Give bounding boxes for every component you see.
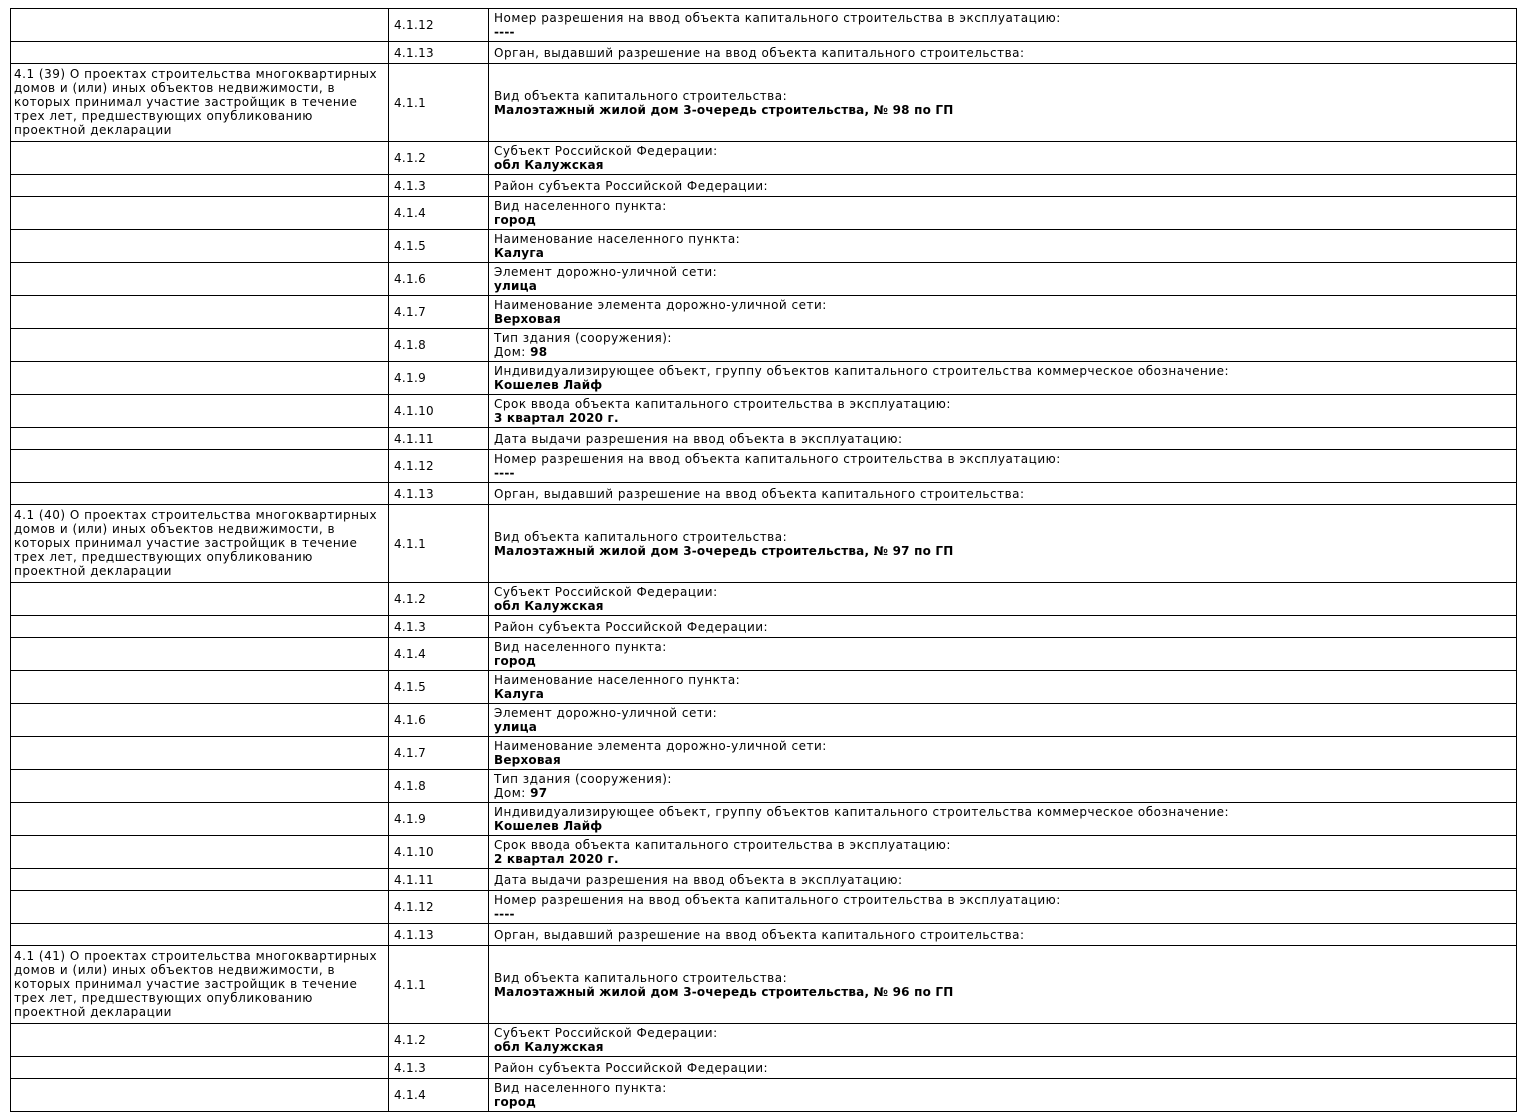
row-code: 4.1.3 — [389, 1057, 489, 1079]
left-spacer-cell — [11, 362, 389, 395]
left-spacer-cell — [11, 230, 389, 263]
row-content-cell — [489, 946, 1517, 1024]
field-label: Срок ввода объекта капитального строительства в эксплуатацию: — [494, 838, 951, 852]
row-content-cell — [489, 770, 1517, 803]
table-row — [11, 263, 1517, 296]
row-code: 4.1.10 — [389, 395, 489, 428]
table-row — [11, 175, 1517, 197]
field-value: Кошелев Лайф — [494, 819, 603, 833]
row-content-cell — [489, 616, 1517, 638]
field-label: Вид населенного пункта: — [494, 640, 667, 654]
left-spacer-cell — [11, 42, 389, 64]
field-value: ---- — [494, 466, 515, 480]
table-row — [11, 803, 1517, 836]
table-row — [11, 483, 1517, 505]
row-code: 4.1.12 — [389, 450, 489, 483]
table-row — [11, 395, 1517, 428]
row-content-cell — [489, 869, 1517, 891]
table-row — [11, 737, 1517, 770]
field-label: Наименование элемента дорожно-уличной сети: — [494, 298, 827, 312]
field-value: Верховая — [494, 753, 561, 767]
left-spacer-cell — [11, 704, 389, 737]
table-row — [11, 704, 1517, 737]
field-label: Орган, выдавший разрешение на ввод объекта капитального строительства: — [494, 486, 1025, 501]
field-value: город — [494, 1095, 537, 1109]
field-label: Субъект Российской Федерации: — [494, 585, 718, 599]
field-label: Субъект Российской Федерации: — [494, 144, 718, 158]
table-row — [11, 197, 1517, 230]
field-label: Тип здания (сооружения): — [494, 331, 672, 345]
field-label: Дата выдачи разрешения на ввод объекта в эксплуатацию: — [494, 431, 903, 446]
field-value: Верховая — [494, 312, 561, 326]
table-row — [11, 230, 1517, 263]
table-row — [11, 583, 1517, 616]
row-code: 4.1.13 — [389, 42, 489, 64]
field-value: обл Калужская — [494, 1040, 604, 1054]
row-content-cell — [489, 1079, 1517, 1112]
left-spacer-cell — [11, 197, 389, 230]
row-content-cell — [489, 505, 1517, 583]
row-content-cell — [489, 483, 1517, 505]
row-code: 4.1.3 — [389, 175, 489, 197]
row-content-cell — [489, 197, 1517, 230]
row-content-cell — [489, 803, 1517, 836]
left-spacer-cell — [11, 770, 389, 803]
field-label: Орган, выдавший разрешение на ввод объекта капитального строительства: — [494, 927, 1025, 942]
field-label: Орган, выдавший разрешение на ввод объекта капитального строительства: — [494, 45, 1025, 60]
row-content-cell — [489, 1057, 1517, 1079]
table-row — [11, 946, 1517, 1024]
table-row — [11, 924, 1517, 946]
field-label: Вид объекта капитального строительства: — [494, 88, 788, 103]
field-label: Субъект Российской Федерации: — [494, 1026, 718, 1040]
field-label: Район субъекта Российской Федерации: — [494, 1060, 769, 1075]
row-content-cell — [489, 924, 1517, 946]
row-code: 4.1.10 — [389, 836, 489, 869]
section-title-cell: 4.1 (41) О проектах строительства многоквартирных домов и (или) иных объектов недвижимости, в которых принимал участие застройщик в течение трех лет, предшествующих опубликованию проектной декларации — [11, 946, 389, 1024]
table-row — [11, 362, 1517, 395]
left-spacer-cell — [11, 737, 389, 770]
left-spacer-cell — [11, 836, 389, 869]
field-value-bold: 97 — [530, 786, 548, 800]
table-row — [11, 616, 1517, 638]
table-row — [11, 142, 1517, 175]
field-value: город — [494, 654, 537, 668]
table-row — [11, 296, 1517, 329]
table-row — [11, 450, 1517, 483]
table-row — [11, 9, 1517, 42]
left-spacer-cell — [11, 638, 389, 671]
field-label: Вид населенного пункта: — [494, 1081, 667, 1095]
table-row — [11, 1079, 1517, 1112]
left-spacer-cell — [11, 296, 389, 329]
row-code: 4.1.6 — [389, 704, 489, 737]
field-value — [494, 786, 1511, 800]
row-content-cell — [489, 263, 1517, 296]
field-label: Тип здания (сооружения): — [494, 772, 672, 786]
row-code: 4.1.1 — [389, 64, 489, 142]
field-label: Вид объекта капитального строительства: — [494, 529, 788, 544]
left-spacer-cell — [11, 329, 389, 362]
field-value: Малоэтажный жилой дом 3-очередь строительства, № 96 по ГП — [494, 984, 954, 999]
row-code: 4.1.7 — [389, 296, 489, 329]
field-label: Наименование населенного пункта: — [494, 673, 741, 687]
row-content-cell — [489, 428, 1517, 450]
field-value: город — [494, 213, 537, 227]
row-code: 4.1.4 — [389, 638, 489, 671]
row-code: 4.1.7 — [389, 737, 489, 770]
row-code: 4.1.9 — [389, 803, 489, 836]
left-spacer-cell — [11, 869, 389, 891]
field-label: Срок ввода объекта капитального строительства в эксплуатацию: — [494, 397, 951, 411]
left-spacer-cell — [11, 395, 389, 428]
row-content-cell — [489, 42, 1517, 64]
field-label: Вид населенного пункта: — [494, 199, 667, 213]
row-content-cell — [489, 1024, 1517, 1057]
field-value: 2 квартал 2020 г. — [494, 852, 619, 866]
section-title-cell: 4.1 (39) О проектах строительства многоквартирных домов и (или) иных объектов недвижимости, в которых принимал участие застройщик в течение трех лет, предшествующих опубликованию проектной декларации — [11, 64, 389, 142]
table-row — [11, 1057, 1517, 1079]
table-row — [11, 770, 1517, 803]
row-code: 4.1.2 — [389, 1024, 489, 1057]
field-value: Малоэтажный жилой дом 3-очередь строительства, № 97 по ГП — [494, 543, 954, 558]
row-code: 4.1.2 — [389, 583, 489, 616]
field-label: Наименование элемента дорожно-уличной сети: — [494, 739, 827, 753]
row-content-cell — [489, 704, 1517, 737]
field-label: Район субъекта Российской Федерации: — [494, 619, 769, 634]
row-content-cell — [489, 230, 1517, 263]
row-code: 4.1.6 — [389, 263, 489, 296]
field-label: Дата выдачи разрешения на ввод объекта в эксплуатацию: — [494, 872, 903, 887]
left-spacer-cell — [11, 1024, 389, 1057]
row-content-cell — [489, 836, 1517, 869]
table-row — [11, 428, 1517, 450]
table-row — [11, 891, 1517, 924]
left-spacer-cell — [11, 803, 389, 836]
field-value: Калуга — [494, 687, 545, 701]
row-content-cell — [489, 450, 1517, 483]
row-code: 4.1.4 — [389, 197, 489, 230]
field-value: ---- — [494, 25, 515, 39]
left-spacer-cell — [11, 428, 389, 450]
row-content-cell — [489, 737, 1517, 770]
table-row — [11, 671, 1517, 704]
row-code: 4.1.9 — [389, 362, 489, 395]
field-label: Элемент дорожно-уличной сети: — [494, 706, 718, 720]
field-value-bold: 98 — [530, 345, 548, 359]
row-code: 4.1.12 — [389, 9, 489, 42]
table-row — [11, 869, 1517, 891]
left-spacer-cell — [11, 263, 389, 296]
row-code: 4.1.4 — [389, 1079, 489, 1112]
field-label: Номер разрешения на ввод объекта капитального строительства в эксплуатацию: — [494, 893, 1061, 907]
field-label: Индивидуализирующее объект, группу объектов капитального строительства коммерческое обозначение: — [494, 805, 1230, 819]
table-body — [11, 9, 1517, 1112]
row-content-cell — [489, 329, 1517, 362]
left-spacer-cell — [11, 924, 389, 946]
field-label: Номер разрешения на ввод объекта капитального строительства в эксплуатацию: — [494, 452, 1061, 466]
row-content-cell — [489, 395, 1517, 428]
row-code: 4.1.11 — [389, 869, 489, 891]
row-code: 4.1.1 — [389, 946, 489, 1024]
field-value: улица — [494, 279, 538, 293]
left-spacer-cell — [11, 1057, 389, 1079]
field-value-prefix: Дом: — [494, 345, 531, 359]
field-value: улица — [494, 720, 538, 734]
field-label: Элемент дорожно-уличной сети: — [494, 265, 718, 279]
row-content-cell — [489, 296, 1517, 329]
row-content-cell — [489, 891, 1517, 924]
row-code: 4.1.5 — [389, 671, 489, 704]
row-code: 4.1.8 — [389, 770, 489, 803]
field-label: Район субъекта Российской Федерации: — [494, 178, 769, 193]
row-code: 4.1.3 — [389, 616, 489, 638]
row-code: 4.1.2 — [389, 142, 489, 175]
field-value: обл Калужская — [494, 599, 604, 613]
table-row — [11, 329, 1517, 362]
table-row — [11, 638, 1517, 671]
row-content-cell — [489, 362, 1517, 395]
table-row — [11, 1024, 1517, 1057]
field-value: обл Калужская — [494, 158, 604, 172]
left-spacer-cell — [11, 483, 389, 505]
row-code: 4.1.11 — [389, 428, 489, 450]
row-content-cell — [489, 671, 1517, 704]
left-spacer-cell — [11, 616, 389, 638]
row-content-cell — [489, 175, 1517, 197]
left-spacer-cell — [11, 671, 389, 704]
row-code: 4.1.8 — [389, 329, 489, 362]
row-content-cell — [489, 583, 1517, 616]
field-value: Кошелев Лайф — [494, 378, 603, 392]
field-value-prefix: Дом: — [494, 786, 531, 800]
left-spacer-cell — [11, 1079, 389, 1112]
field-label: Индивидуализирующее объект, группу объектов капитального строительства коммерческое обозначение: — [494, 364, 1230, 378]
field-value: Малоэтажный жилой дом 3-очередь строительства, № 98 по ГП — [494, 102, 954, 117]
table-row — [11, 836, 1517, 869]
table-row — [11, 505, 1517, 583]
row-content-cell — [489, 638, 1517, 671]
left-spacer-cell — [11, 583, 389, 616]
left-spacer-cell — [11, 450, 389, 483]
left-spacer-cell — [11, 142, 389, 175]
row-code: 4.1.12 — [389, 891, 489, 924]
row-code: 4.1.1 — [389, 505, 489, 583]
row-content-cell — [489, 142, 1517, 175]
left-spacer-cell — [11, 9, 389, 42]
field-value — [494, 345, 1511, 359]
field-value: Калуга — [494, 246, 545, 260]
table-row — [11, 64, 1517, 142]
field-label: Наименование населенного пункта: — [494, 232, 741, 246]
table-row — [11, 42, 1517, 64]
left-spacer-cell — [11, 891, 389, 924]
field-value: 3 квартал 2020 г. — [494, 411, 619, 425]
row-code: 4.1.13 — [389, 483, 489, 505]
field-label: Вид объекта капитального строительства: — [494, 970, 788, 985]
declaration-table — [10, 8, 1517, 1112]
row-code: 4.1.5 — [389, 230, 489, 263]
declaration-document — [10, 8, 1516, 1112]
row-content-cell — [489, 64, 1517, 142]
field-value: ---- — [494, 907, 515, 921]
field-label: Номер разрешения на ввод объекта капитального строительства в эксплуатацию: — [494, 11, 1061, 25]
left-spacer-cell — [11, 175, 389, 197]
section-title-cell: 4.1 (40) О проектах строительства многоквартирных домов и (или) иных объектов недвижимости, в которых принимал участие застройщик в течение трех лет, предшествующих опубликованию проектной декларации — [11, 505, 389, 583]
row-content-cell — [489, 9, 1517, 42]
row-code: 4.1.13 — [389, 924, 489, 946]
